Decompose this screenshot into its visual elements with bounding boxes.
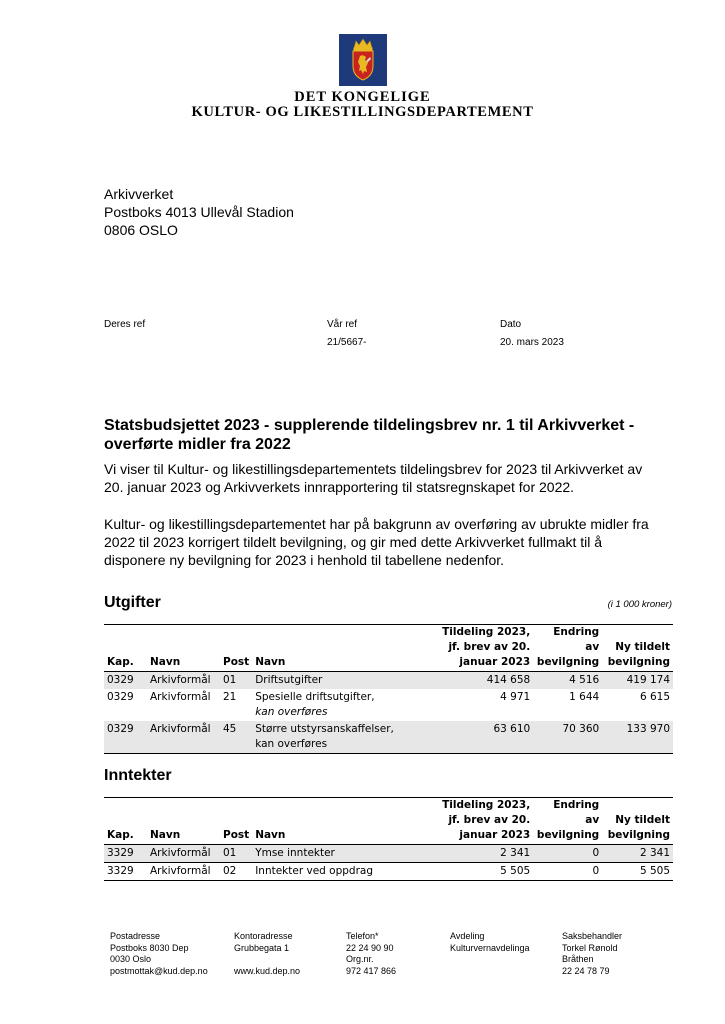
cell-tildeling: 4 971 [500,691,531,703]
paragraph-2: Kultur- og likestillingsdepartementet har på bakgrunn av overføring av ubrukte midler fra 2022 til 2023 korrigert tildelt bevilgning, og gir med dette Arkivverket fullmakt til å disponere ny bevilgning for 2023 i henhold til tabellene nedenfor. [104,516,649,568]
col-endring [533,625,602,672]
cell-ny: 6 615 [639,691,670,703]
post-navn-line1: Større utstyrsanskaffelser, [255,723,394,735]
footer-avdeling [450,931,530,954]
footer-kontoradresse-line: Grubbegata 1 [234,942,290,953]
var-ref-value: 21/5667- [327,337,367,348]
footer-orgnr-label: Org.nr. [346,954,374,964]
footer-avdeling-value: Kulturvernavdelinga [450,942,530,953]
col-ny-line1: Ny tildelt [615,641,670,653]
cell-tildeling: 5 505 [500,865,531,877]
post-navn-line2: kan overføres [255,738,328,750]
col-post-navn: Navn [255,829,286,841]
dato-value: 20. mars 2023 [500,337,564,348]
deres-ref-label: Deres ref [104,319,146,330]
income-heading: Inntekter [104,767,172,784]
recipient-postcode: 0806 OSLO [104,222,178,238]
footer-avdeling-label: Avdeling [450,931,485,941]
cell-post-navn [252,689,438,721]
col-endring-line2: bevilgning [536,829,600,841]
col-post-navn: Navn [255,656,286,668]
cell-endring: 1 644 [569,691,600,703]
cell-kap: 3329 [107,865,134,877]
col-tildeling-line1: Tildeling 2023, [442,626,531,638]
cell-tildeling: 414 658 [486,674,531,686]
footer-website-link[interactable]: www.kud.dep.no [234,965,301,976]
table-row [104,672,673,690]
cell-post-navn: Ymse inntekter [255,847,335,859]
table-header-row [104,798,673,845]
letter-title: Statsbudsjettet 2023 - supplerende tildelingsbrev nr. 1 til Arkivverket - overførte midler fra 2022 [104,417,635,453]
cell-kap: 0329 [107,691,134,703]
col-tildeling [438,625,533,672]
col-ny-line1: Ny tildelt [615,814,670,826]
col-ny-line2: bevilgning [607,656,670,668]
col-ny [602,625,673,672]
footer-saksbehandler-label: Saksbehandler [562,931,623,941]
col-tildeling-line2: jf. brev av 20. [448,641,531,653]
footer-saksbehandler-phone: 22 24 78 79 [562,965,610,976]
post-navn-line1: Spesielle driftsutgifter, [255,691,375,703]
cell-post: 21 [223,691,237,703]
cell-ny: 419 174 [626,674,670,686]
col-tildeling [438,798,533,845]
royal-coat-of-arms-icon [339,34,387,86]
cell-ny: 2 341 [639,847,670,859]
footer-postadresse-line: Postboks 8030 Dep [110,942,189,953]
cell-navn: Arkivformål [150,865,211,877]
cell-navn: Arkivformål [150,847,211,859]
cell-navn: Arkivformål [150,691,211,703]
col-endring [533,798,602,845]
unit-note: (i 1 000 kroner) [607,599,672,610]
expenses-heading: Utgifter [104,594,161,611]
cell-kap: 0329 [107,674,134,686]
table-row [104,689,673,721]
cell-endring: 0 [592,847,600,859]
cell-ny: 133 970 [626,723,670,735]
footer-kontoradresse-label: Kontoradresse [234,931,293,941]
cell-post-navn [252,721,438,754]
cell-post: 02 [223,865,237,877]
cell-endring: 70 360 [562,723,600,735]
footer-telefon [346,931,396,977]
department-name-line1: DET KONGELIGE [294,89,431,105]
dato-label: Dato [500,319,522,330]
col-endring-line1: Endring av [553,626,600,653]
footer-postadresse-label: Postadresse [110,931,161,941]
income-table [104,797,673,881]
department-name-line2: KULTUR- OG LIKESTILLINGSDEPARTEMENT [191,104,534,120]
cell-post: 45 [223,723,237,735]
cell-navn: Arkivformål [150,674,211,686]
col-ny-line2: bevilgning [607,829,670,841]
table-row [104,845,673,863]
cell-post: 01 [223,847,237,859]
table-row [104,863,673,881]
post-navn-line2: kan overføres [255,706,328,718]
recipient-street: Postboks 4013 Ullevål Stadion [104,204,294,220]
cell-endring: 4 516 [569,674,600,686]
footer-spacer [234,954,300,966]
col-tildeling-line3: januar 2023 [459,829,531,841]
footer-saksbehandler-name2: Bråthen [562,954,594,964]
col-kap: Kap. [107,656,134,668]
footer-postadresse [110,931,208,977]
var-ref-label: Vår ref [327,319,358,330]
footer-saksbehandler-name: Torkel Rønold [562,942,618,953]
col-tildeling-line2: jf. brev av 20. [448,814,531,826]
col-ny [602,798,673,845]
recipient-name: Arkivverket [104,186,174,202]
recipient-address [104,185,294,239]
footer-postadresse-line: 0030 Oslo [110,954,152,964]
cell-kap: 0329 [107,723,134,735]
col-endring-line1: Endring av [553,799,600,826]
footer-telefon-number: 22 24 90 90 [346,942,394,953]
footer-orgnr-value: 972 417 866 [346,965,397,976]
cell-ny: 5 505 [639,865,670,877]
col-endring-line2: bevilgning [536,656,600,668]
col-post: Post [223,656,250,668]
table-header-row [104,625,673,672]
cell-tildeling: 2 341 [500,847,531,859]
cell-tildeling: 63 610 [493,723,531,735]
footer-telefon-label: Telefon* [346,931,379,941]
cell-endring: 0 [592,865,600,877]
footer-email-link[interactable]: postmottak@kud.dep.no [110,965,208,976]
expenses-table [104,624,673,754]
cell-kap: 3329 [107,847,134,859]
col-kap: Kap. [107,829,134,841]
cell-post: 01 [223,674,237,686]
col-tildeling-line1: Tildeling 2023, [442,799,531,811]
paragraph-1: Vi viser til Kultur- og likestillingsdepartementets tildelingsbrev for 2023 til Arkivverket av 20. januar 2023 og Arkivverkets innrapportering til statsregnskapet for 2022. [104,461,643,495]
cell-post-navn: Inntekter ved oppdrag [255,865,373,877]
col-tildeling-line3: januar 2023 [459,656,531,668]
table-row [104,721,673,754]
cell-post-navn: Driftsutgifter [255,674,323,686]
col-post: Post [223,829,250,841]
col-navn: Navn [150,656,181,668]
col-navn: Navn [150,829,181,841]
cell-navn: Arkivformål [150,723,211,735]
footer-kontoradresse [234,931,300,977]
footer-saksbehandler [562,931,622,977]
